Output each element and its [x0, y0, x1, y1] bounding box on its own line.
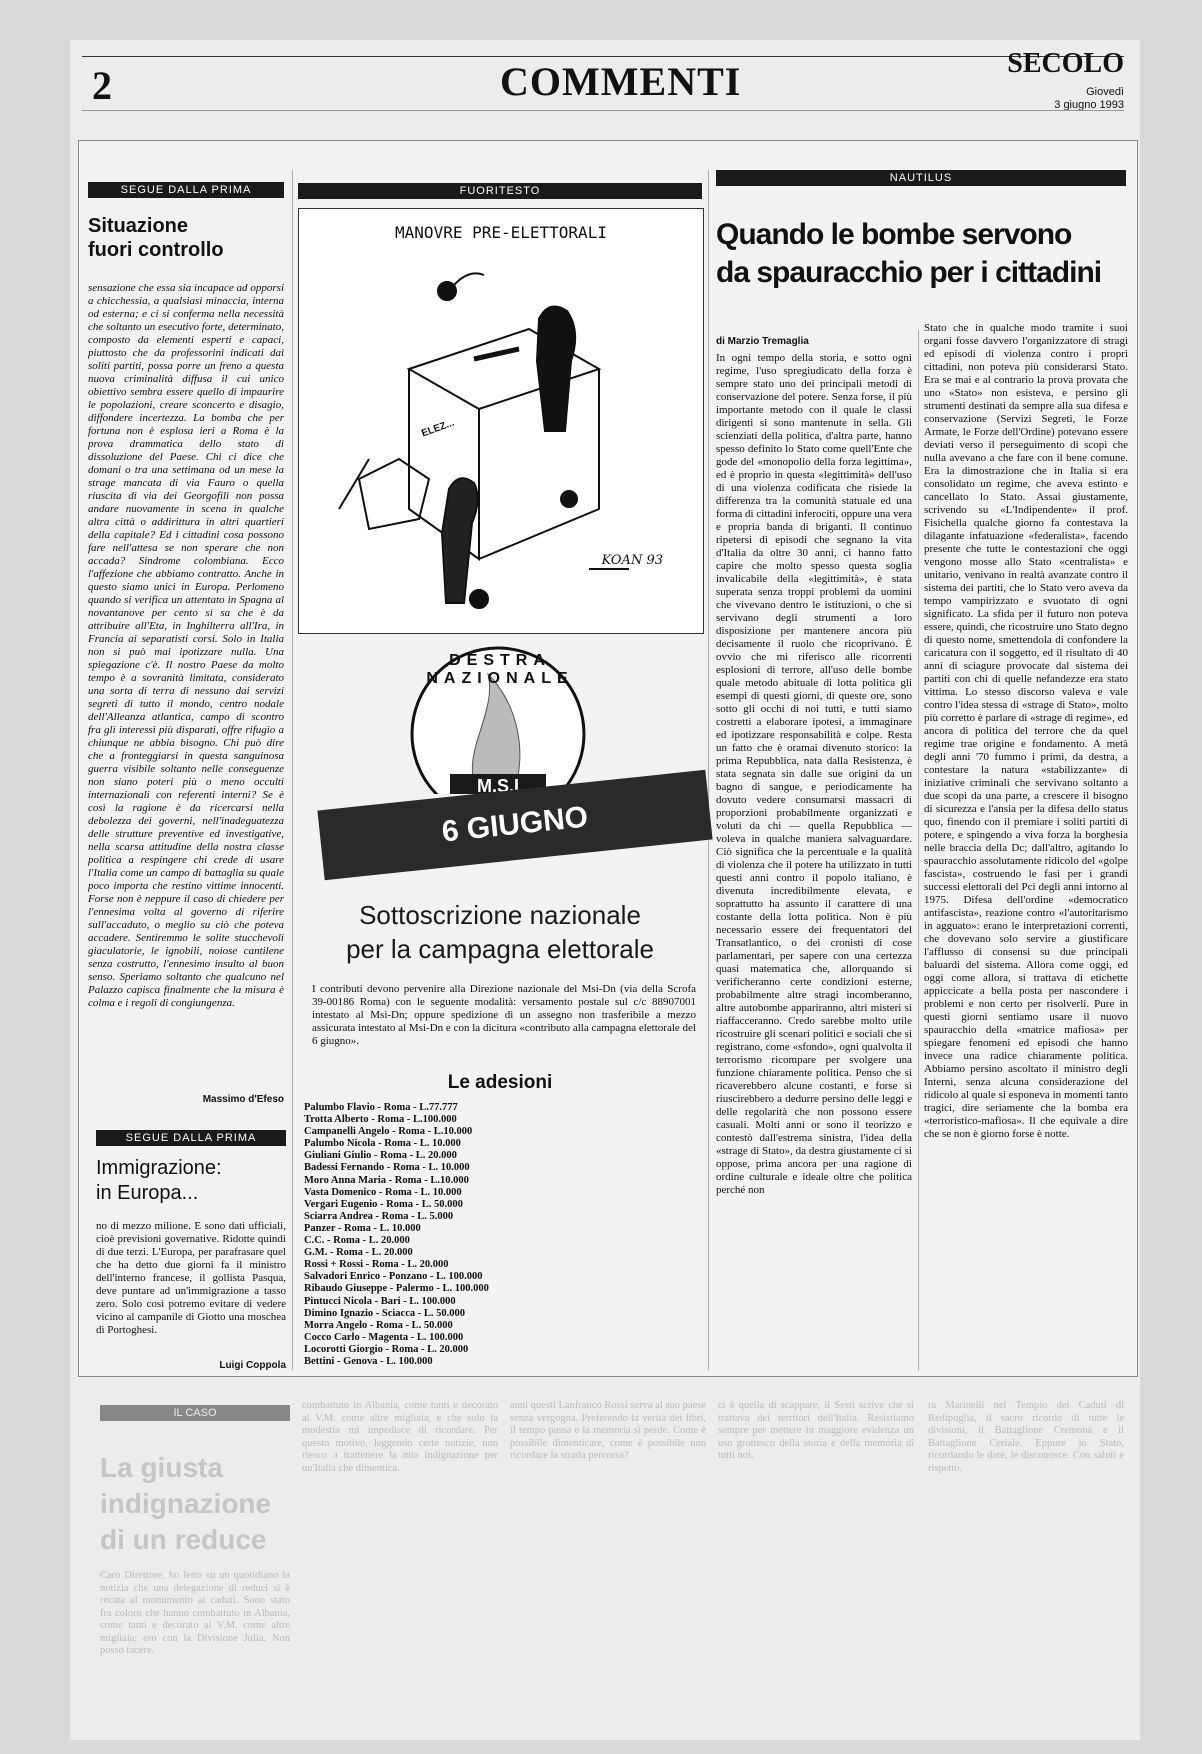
col3-article-body-b: Stato che in qualche modo tramite i suoi organi fosse davvero l'organizzatore di stragi ed episodi di violenza contro i propri cittadini, non poteva più considerarsi Stato. Era se mai e al contrario la prova provata che uno «Stato» non esisteva, e persino gli strumenti destinati da sempre alla sua difesa e conservazione (Servizi Segreti, le Forze Armate, le Forze dell'Ordine) potevano essere deviati verso il perseguimento di scopi che nulla avevano a che fare con il bene comune. Era la dimostrazione che in Italia si era consolidato un regime, che aveva estinto e cancellato lo Stato. Assai giustamente, scrivendo su «L'Indipendente» il prof. Fisichella qualche giorno fa contestava la dilagante infatuazione «federalista», facendo presente che tutte le contestazioni che oggi vengono mosse allo Stato «centralista» e unitario, venivano in realtà avanzate contro il sistema dei partiti, che lo Stato vero aveva da tempo vampirizzato e svuotato di ogni significato. La sfida per il futuro non poteva essere, quindi, che ricostruire uno Stato degno di questo nome, smettendola di confondere la caricatura con il soggetto, ed il risultato di 40 anni di sciagure provocate dal sistema dei partiti con chi di quelle nefandezze era stato vittima. Lo stesso discorso valeva e vale contro l'idea stessa di «strage di Stato», molto più corretto è parlare di «strage di regime», ed ancora di politica del terrore che da quel regime trae origine e fondamento. A metà degli anni '70 fummo i primi, da destra, a contestare la natura «stabilizzante» di iniziative criminali che servivano soltanto a due scopi da una parte, a crescere il bisogno di sicurezza e l'ansia per la difesa dello status quo, finendo con il premiare i soliti partiti di potere, e spingendo a viva forza la borghesia nelle braccia della Dc; dall'altro, agitando lo spauracchio assolutamente ridicolo del «golpe fascista», costruendo le fasi per i grandi successi elettorali del Pci degli anni intorno al 1975. Difesa dell'ordine «democratico antifascista», reazione contro «l'autoritarismo in agguato»: erano le interpretazioni correnti, che dovevano solo servire a giustificare l'afflusso di consensi su due principali baluardi del sistema. Allora come oggi, ed oggi come allora, si trattava di etichette appiccicate a bella posta per nascondere i problemi e non certo per risolverli. Pure in questi giorni sentiamo usare il nuovo spauracchio della «matrice mafiosa» per spiegare fenomeni ed episodi che hanno invece una radice chiaramente politica. Abbiamo persino ascoltato il ministro degli Interni, senza alcuna considerazione del ridicolo al quale si esponeva in momenti tanto tragici, dire seriamente che la bomba era «terroristico-mafiosa». Il che equivale a dire che se non è giorno forse è notte. — [924, 322, 1128, 1140]
adesione-item: Morra Angelo - Roma - L. 50.000 — [304, 1319, 453, 1331]
masthead-logo: SECOLO — [1007, 48, 1124, 79]
cartoon-box-label: ELEZ... — [420, 417, 456, 440]
lower-headline-line2: indignazione — [100, 1488, 272, 1519]
adesione-item: Dimino Ignazio - Sciacca - L. 50.000 — [304, 1307, 465, 1319]
adesione-item: Pintucci Nicola - Bari - L. 100.000 — [304, 1295, 456, 1307]
lower-headline-line3: di un reduce — [100, 1524, 267, 1555]
adesione-item: Sciarra Andrea - Roma - L. 5.000 — [304, 1210, 454, 1222]
col3-section-bar: NAUTILUS — [716, 170, 1126, 186]
ad-contribution-terms: I contributi devono pervenire alla Direzione nazionale del Msi-Dn (via della Scrofa 39-00186 Roma) con le seguente modalità: versamento postale sul c/c 88907001 intestato al Msi-Dn; oppure spedizione di un assegno non trasferibile a mezzo assicurata intestato al Msi-Dn e con la dicitura «contributo alla campagna elettorale del 6 giugno». — [312, 983, 696, 1047]
col1-section-bar-2: SEGUE DALLA PRIMA — [96, 1130, 286, 1146]
lower-col2-text: combattuto in Albania, come tanti e decorato al V.M. come altre migliaia, e che solo la modestia mi impedisce di ricordare. Per questo motivo, leggendo certe notizie, non riesco a trattenere la mia indignazione per un'Italia che dimentica. — [302, 1400, 498, 1474]
cartoon-caption: MANOVRE PRE-ELETTORALI — [395, 223, 607, 242]
ad-title — [298, 898, 702, 966]
lower-col1-text: Caro Direttore, ho letto su un quotidiano la notizia che una delegazione di reduci si è recata al monumento ai caduti. Sono stato fra coloro che hanno combattuto in Albania, come tanti e decorato al V.M. come altre migliaia; ero con la Divisione Julia. Non posso tacere. — [100, 1570, 290, 1656]
adesione-item: Rossi + Rossi - Roma - L. 20.000 — [304, 1259, 449, 1271]
col1-headline2-line2: in Europa... — [96, 1182, 199, 1204]
adesione-item: Vasta Domenico - Roma - L. 10.000 — [304, 1186, 462, 1198]
political-cartoon — [298, 208, 704, 634]
adesione-item: Locorotti Giorgio - Roma - L. 20.000 — [304, 1343, 469, 1355]
cartoon-signature: KOAN 93 — [601, 553, 663, 568]
cartoon-drawing — [299, 209, 703, 633]
adesione-item: Palumbo Nicola - Roma - L. 10.000 — [304, 1138, 461, 1150]
adesioni-title: Le adesioni — [447, 1072, 553, 1093]
section-title: COMMENTI — [500, 59, 742, 104]
adesione-item: Ribaudo Giuseppe - Palermo - L. 100.000 — [304, 1283, 489, 1295]
emblem-party-name: M.S.I — [476, 776, 519, 796]
lower-col5-text: ra Marinelli nel Tempio dei Caduti di Redipuglia, il sacro ricordo di tutte le divisioni, il Battaglione Cremona e il Battaglione Ceriale. Eppure lo Stato, ricordando le date, le disconosce. Con saluti e rispetto. — [928, 1400, 1124, 1474]
col2-section-bar: FUORITESTO — [298, 183, 702, 199]
col3-byline: di Marzio Tremaglia — [716, 336, 809, 347]
col3-headline — [716, 216, 1126, 292]
col1-headline-line2: fuori controllo — [88, 239, 224, 261]
col1-headline-line1: Situazione — [88, 215, 189, 237]
issue-date — [1054, 86, 1124, 112]
adesione-item: Cocco Carlo - Magenta - L. 100.000 — [304, 1331, 464, 1343]
column-divider-3 — [918, 330, 919, 1370]
col3-headline-line2: da spauracchio per i cittadini — [716, 256, 1102, 289]
issue-date-text: 3 giugno 1993 — [1054, 99, 1124, 111]
header-rule — [82, 110, 1124, 111]
issue-day: Giovedì — [1086, 86, 1124, 98]
adesione-item: Bettini - Genova - L. 100.000 — [304, 1355, 433, 1367]
col1-signature: Massimo d'Efeso — [202, 1094, 284, 1105]
column-divider-2 — [708, 170, 709, 1370]
adesioni-list — [304, 1102, 544, 1368]
adesione-item: Badessi Fernando - Roma - L. 10.000 — [304, 1162, 470, 1174]
lower-headline — [100, 1450, 290, 1558]
adesione-item: Palumbo Flavio - Roma - L.77.777 — [304, 1102, 458, 1113]
adesione-item: Trotta Alberto - Roma - L.100.000 — [304, 1114, 457, 1126]
col1-article-body-2: no di mezzo milione. E sono dati ufficiali, cioè previsioni governative. Ridotte quindi di due terzi. L'Europa, per parafrasare quel che ha detto due giorni fa il ministro dell'interno francese, il gollista Pasqua, deve puntare ad un'immigrazione a tasso zero. Solo così potremo evitare di vedere vicino al campanile di Giotto una moschea di Portoghesi. — [96, 1220, 286, 1336]
adesione-item: C.C. - Roma - L. 20.000 — [304, 1235, 410, 1247]
col3-article-body-a: In ogni tempo della storia, e sotto ogni regime, l'uso spregiudicato della forza è sempre stato uno dei principali metodi di conservazione del potere. Senza forse, il più importante metodo con il quale le classi dirigenti si sono mantenute in sella. Gli scienziati della politica, d'altra parte, hanno spesso definito lo Stato come quell'Ente che gode del «monopolio della forza legittima», ed è proprio in questa «legittimità» dell'uso di una violenza codificata che risiede la differenza tra la comunità statuale ed una forma di cittadini inferociti, oppure una vera e propria banda di briganti. Il continuo ripetersi di episodi che segnano la vita d'Italia da oltre 30 anni, ci hanno fatto capire che molto spesso questa soglia invalicabile della «legittimità», è stata superata senza troppi problemi da uomini che vivevano dentro le istituzioni, o che si servivano degli strumenti a loro disposizione per mantenere ancora più decisamente il ruolo che ricoprivano. È ovvio che mi riferisco alle ricorrenti esplosioni di terrore, all'uso delle bombe quale metodo abituale di lotta politica gli esempi di questi giorni, di queste ore, sono sotto gli occhi di noi tutti, e tutti siamo costretti a elaborare ipotesi, a immaginare ed ipotizzare responsabilità e colpe. Resta un fatto che è oramai divenuto storico: la prima Repubblica, nata dalla Resistenza, è stata segnata sin dalle sue origini da un bagno di sangue, e periodicamente ha dovuto vedere consumarsi massacri di proporzioni probabilmente organizzati e voluti da chi — quella Repubblica — voleva in qualche maniera salvaguardare. Ciò significa che la percentuale e la qualità di violenza che il potere ha utilizzato in tutti questi anni contro il popolo italiano, è divenuta incredibilmente elevata, e soprattutto ha assunto il carattere di una costante della lotta politica. Non è più necessario essere dei frequentatori del Transatlantico, o dei cronisti di cose parlamentari, per sapere con una certezza quasi matematica che, allorquando si verificheranno certe condizioni esterne, probabilmente altre stragi incomberanno, altre autobombe appariranno, altri misteri si riaffacceranno. Credo sarebbe molto utile ricostruire gli scenari politici e sociali che si registrano, come «sfondo», ogni qualvolta il terrorismo ricompare per svolgere una funzione chiaramente politica. Penso che si ricaverebbero alcune costanti, e forse si riuscirebbero a dedurre persino delle leggi e delle regolarità che non possono essere casuali. Molti anni or sono il teorizzo e contestò dall'estrema sinistra, l'idea della «strage di Stato», da destra giustamente ci si oppose, prima ancora per una ragione di ordine culturale e ideale oltre che politica perché non — [716, 352, 912, 1196]
adesione-item: G.M. - Roma - L. 20.000 — [304, 1247, 413, 1259]
col3-headline-line1: Quando le bombe servono — [716, 218, 1072, 251]
top-rule — [82, 56, 1124, 57]
adesione-item: Moro Anna Maria - Roma - L.10.000 — [304, 1174, 469, 1186]
adesione-item: Campanelli Angelo - Roma - L.10.000 — [304, 1126, 473, 1138]
ad-title-line1: Sottoscrizione nazionale — [359, 900, 641, 930]
col1-section-bar: SEGUE DALLA PRIMA — [88, 182, 284, 198]
adesione-item: Salvadori Enrico - Ponzano - L. 100.000 — [304, 1271, 483, 1283]
lower-col3-text: anni questi Lanfranco Rossi serva al suo paese senza vergogna. Preferendo la verità dei libri, il tempo passa e la memoria si perde. Come è possibile dimenticare, come è possibile non ricordare la strada percorsa? — [510, 1400, 706, 1461]
col1-headline-2 — [96, 1156, 222, 1206]
emblem-arc-text: DESTRA NAZIONALE — [426, 652, 574, 687]
election-date-banner: 6 GIUGNO — [317, 770, 712, 880]
lower-col4-text: ci è quella di scappare, il Sesti scrive che si trattava dei territori dell'Italia. Resistiamo sempre per mettere in maggiore evidenza un uso grottesco della storia e della memoria di tutti noi. — [718, 1400, 914, 1461]
page-number: 2 — [92, 63, 112, 108]
adesione-item: Vergari Eugenio - Roma - L. 50.000 — [304, 1198, 463, 1210]
col1-headline — [88, 214, 224, 262]
column-divider-1 — [292, 170, 293, 1370]
adesione-item: Giuliani Giulio - Roma - L. 20.000 — [304, 1150, 457, 1162]
col1-signature-2: Luigi Coppola — [219, 1360, 286, 1371]
col1-article-body: sensazione che essa sia incapace ad opporsi a chicchessia, a qualsiasi minaccia, interna od esterna; e ci si conferma nella necessità che soltanto un esecutivo forte, determinato, composto da elementi esperti e capaci, piuttosto che da professorini indicati dai soliti partiti, possa porre un freno a questa nuova criminalità diffusa il cui unico obiettivo sembra essere quello di impaurire le popolazioni, creare sconcerto e disagio, diffondere incertezza. La bomba che per fortuna non è esplosa ieri a Roma è la prova drammatica dello stato di dissoluzione del Paese. Chi ci dice che domani o tra una settimana od un mese la strage mancata di via Fauro o quella riuscita di via dei Georgofili non possa andare nuovamente in scena in qualche altra città o addirittura in altri quartieri della capitale? Ed i cittadini cosa possono fare nell'attesa se non sperare che non accada? Sindrome colombiana. Ecco l'affezione che abbiamo contratto. Anche in questo siamo unici in Europa. Perlomeno quando si verifica un attentato in Spagna al novantanove per cento si sa che è da attribuire all'Eta, in Inghilterra all'Ira, in Francia ai separatisti corsi. Solo in Italia non si può mai ipotizzare nulla. Una spiegazione c'è. Il nostro Paese da molto tempo è a sovranità limitata, considerato una sorta di terra di nessuno dai servizi segreti di tutto il mondo, centro nodale dell'Alleanza atlantica, campo di scontro fra gli interessi più disparati, offre rifugio a chiunque ne abbia bisogno. Chi può dire che a fronteggiarsi in questa sanguinosa guerra visibile soltanto nelle conseguenze non siano poteri più o meno occulti internazionali con referenti interni? Se è così la ragione è da ricercarsi nella debolezza dei governi, nell'inadeguatezza delle strutture preventive ed investigative, nella scarsa attitudine della nostra classe politica a respingere chi crede di usare l'Italia come un campo di battaglia su quale poco importa che restino vittime innocenti. Forse non è neppure il caso di chiedere per l'ennesima volta al governo di riferire sull'accaduto, o meglio su ciò che poteva accadere. Sentiremmo le solite stucchevoli giaculatorie, le ignobili, noiose cantilene senza costrutto, l'ennesimo insulto al buon senso. Speriamo soltanto che qualcuno nel Palazzo capisca finalmente che la misura è colma e i regoli di congiungenza. — [88, 282, 284, 1009]
col1-headline2-line1: Immigrazione: — [96, 1157, 222, 1179]
lower-section-bar: IL CASO — [100, 1405, 290, 1421]
lower-headline-line1: La giusta — [100, 1452, 223, 1483]
adesione-item: Panzer - Roma - L. 10.000 — [304, 1222, 421, 1234]
ad-title-line2: per la campagna elettorale — [346, 934, 654, 964]
